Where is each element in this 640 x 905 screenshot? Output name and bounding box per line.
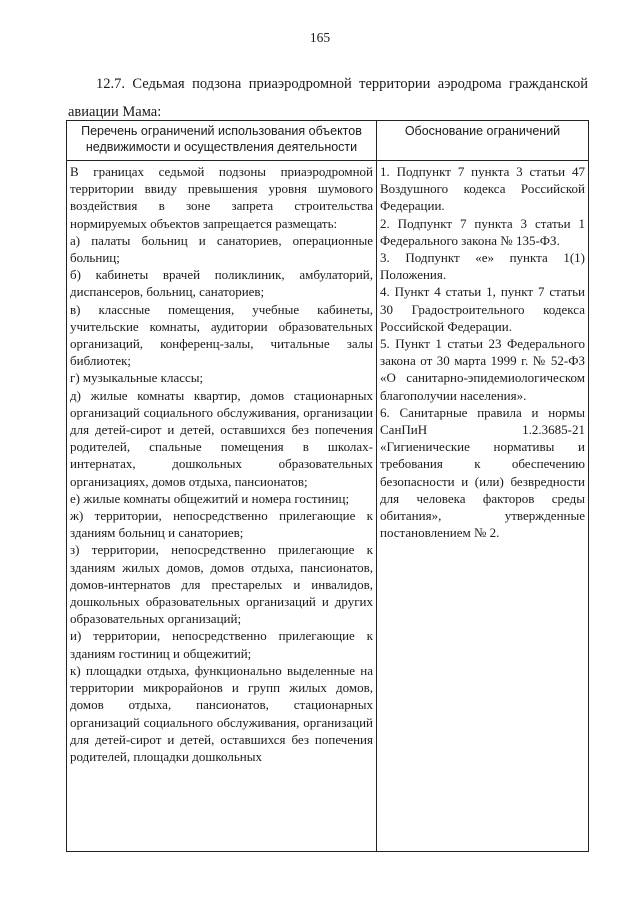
page-number: 165 xyxy=(309,30,331,45)
restriction-item-z: з) территории, непосредственно прилегающие к зданиям жилых домов, домов отдыха, пансионатов, домов-интернатов для престарелых и инвалидов, дошкольных образовательных организаций и других образовательных организаций; xyxy=(70,542,373,627)
restrictions-table xyxy=(66,120,589,852)
header-justification: Обоснование ограничений xyxy=(377,121,589,161)
justification-item-2: 2. Подпункт 7 пункта 3 статьи 1 Федерального закона № 135-ФЗ. xyxy=(380,215,585,248)
restriction-item-i: и) территории, непосредственно прилегающие к зданиям гостиниц и общежитий; xyxy=(70,628,373,661)
justification-item-1: 1. Подпункт 7 пункта 3 статьи 47 Воздушного кодекса Российской Федерации. xyxy=(380,164,585,214)
section-heading xyxy=(68,70,588,126)
restriction-item-e: е) жилые комнаты общежитий и номера гостиниц; xyxy=(70,490,350,506)
justification-item-6: 6. Санитарные правила и нормы СанПиН 1.2.3685-21 «Гигиенические нормативы и требования к обеспечению безопасности и (или) безвредности для человека факторов среды обитания», утвержденные постановлением № 2. xyxy=(380,404,585,541)
section-heading-line-1: 12.7. Седьмая подзона приаэродромной территории аэродрома гражданской xyxy=(96,76,588,92)
restriction-item-v: в) классные помещения, учебные кабинеты, учительские комнаты, аудитории образовательных организаций, конференц-залы, читальные залы библиотек; xyxy=(70,301,373,369)
justification-item-4: 4. Пункт 4 статьи 1, пункт 7 статьи 30 Градостроительного кодекса Российской Федерации. xyxy=(380,284,585,334)
justification-item-5: 5. Пункт 1 статьи 23 Федерального закона от 30 марта 1999 г. № 52-ФЗ «О санитарно-эпидемиологическом благополучии населения». xyxy=(380,336,585,403)
section-heading-line-2: авиации Мама: xyxy=(68,104,162,120)
restriction-item-zh: ж) территории, непосредственно прилегающие к зданиям больниц и санаториев; xyxy=(70,508,373,541)
restrictions-cell xyxy=(67,161,377,852)
restriction-intro: В границах седьмой подзоны приаэродромной территории ввиду превышения уровня шумового воздействия в зоне запрета строительства нормируемых объектов запрещается размещать: xyxy=(70,164,373,231)
justification-item-3: 3. Подпункт «е» пункта 1(1) Положения. xyxy=(380,250,585,283)
table-row xyxy=(67,161,589,852)
restriction-item-a: а) палаты больниц и санаториев, операционные больниц; xyxy=(70,232,373,266)
justification-cell xyxy=(377,161,589,852)
restriction-item-d: д) жилые комнаты квартир, домов стационарных организаций социального обслуживания, организации для детей-сирот и детей, оставшихся без попечения родителей, спальные помещения в школах-интернатах, дошкольных образовательных организациях, домов отдыха, пансионатов; xyxy=(70,387,373,489)
restriction-item-g: г) музыкальные классы; xyxy=(70,370,204,386)
header-restrictions: Перечень ограничений использования объектов недвижимости и осуществления деятельности xyxy=(67,121,377,161)
restriction-item-k: к) площадки отдыха, функционально выделенные на территории микрорайонов и групп жилых домов, домов отдыха, пансионатов, стационарных организаций социального обслуживания, организаций для детей-сирот и детей, оставшихся без попечения родителей, площадки дошкольных xyxy=(70,662,373,764)
table-header-row xyxy=(67,121,589,161)
restriction-item-b: б) кабинеты врачей поликлиник, амбулаторий, диспансеров, больниц, санаториев; xyxy=(70,267,373,300)
